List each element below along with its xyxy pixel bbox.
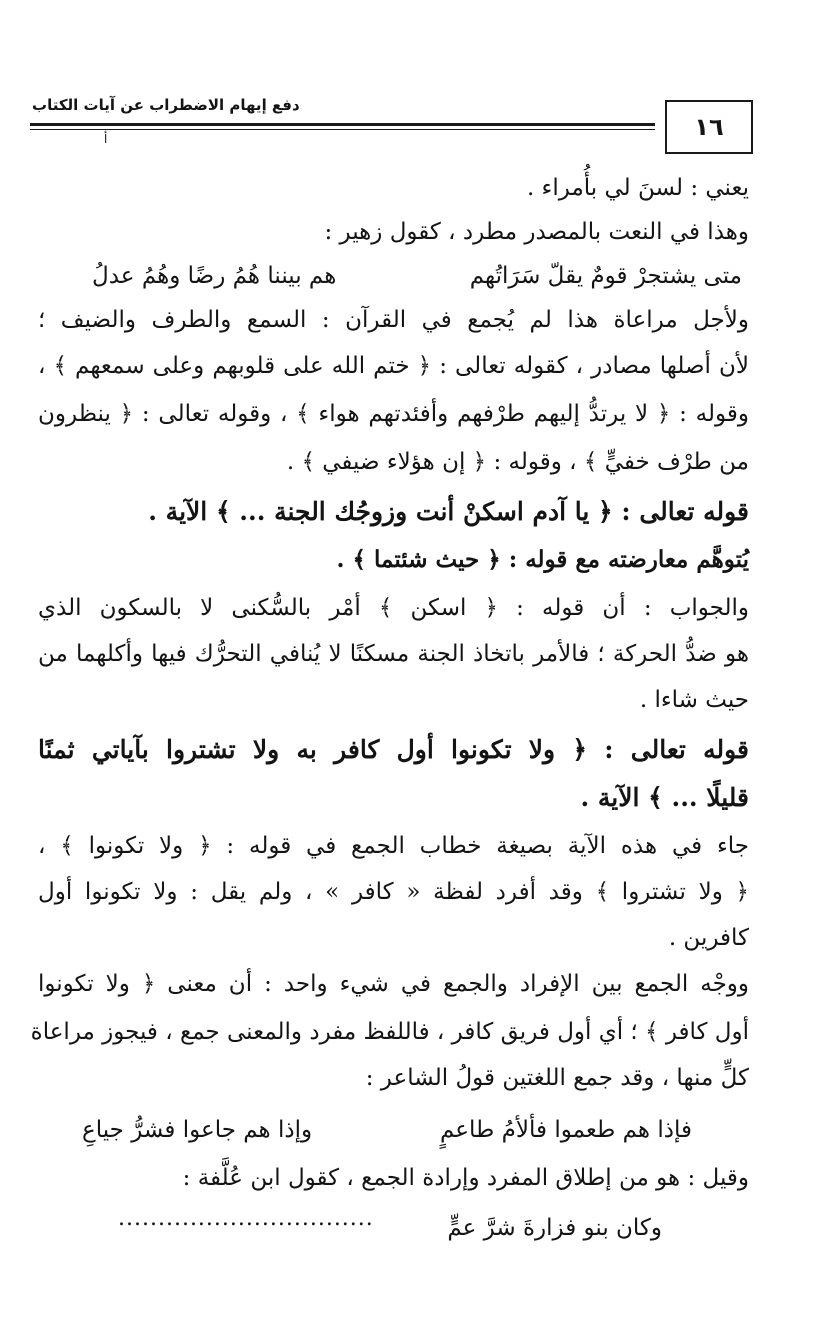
text-line: جاء في هذه الآية بصيغة خطاب الجمع في قوله : ﴿ ولا تكونوا ﴾ ، (38, 833, 749, 859)
heading-line: قوله تعالى : ﴿ يا آدم اسكنْ أنت وزوجُك الجنة ... ﴾ الآية . (148, 497, 749, 526)
poem-hemistich: متى يشتجرْ قومٌ يقلّ سَرَاتُهم (469, 263, 742, 289)
margin-mark: أ (104, 132, 108, 146)
heading-line: قليلًا ... ﴾ الآية . (580, 783, 749, 812)
page-number: ١٦ (694, 113, 724, 141)
text-line: حيث شاءا . (639, 687, 749, 713)
text-line: والجواب : أن قوله : ﴿ اسكن ﴾ أمْر بالسُّكنى لا بالسكون الذي (38, 595, 749, 621)
poem-hemistich: وكان بنو فزارةَ شرَّ عمٍّ (447, 1215, 662, 1241)
text-line: لأن أصلها مصادر ، كقوله تعالى : ﴿ ختم الله على قلوبهم وعلى سمعهم ﴾ ، (38, 353, 749, 379)
heading-line: قوله تعالى : ﴿ ولا تكونوا أول كافر به ولا تشتروا بآياتي ثمنًا (38, 735, 749, 764)
text-line: وقوله : ﴿ لا يرتدُّ إليهم طرْفهم وأفئدتهم هواء ﴾ ، وقوله تعالى : ﴿ ينظرون (38, 401, 749, 427)
header-rule-thin (30, 129, 655, 130)
text-line: ولأجل مراعاة هذا لم يُجمع في القرآن : السمع والطرف والضيف ؛ (38, 307, 749, 333)
text-line: من طرْف خفيٍّ ﴾ ، وقوله : ﴿ إن هؤلاء ضيفي ﴾ . (286, 449, 749, 475)
poem-hemistich: فإذا هم طعموا فألأمُ طاعمٍ (440, 1117, 692, 1143)
text-line: ووجْه الجمع بين الإفراد والجمع في شيء واحد : أن معنى ﴿ ولا تكونوا (38, 971, 749, 997)
text-line: وهذا في النعت بالمصدر مطرد ، كقول زهير : (324, 219, 749, 245)
text-line: يعني : لسنَ لي بأُمراء . (526, 175, 749, 201)
poem-hemistich: وإذا هم جاعوا فشرُّ جياعِ (82, 1117, 313, 1143)
page-number-box (665, 100, 753, 154)
poem-ellipsis: ................................ (118, 1206, 374, 1231)
poem-hemistich: هم بيننا هُمُ رضًا وهُمُ عدلُ (92, 263, 337, 289)
header-rule-thick (30, 123, 655, 126)
text-line: ﴿ ولا تشتروا ﴾ وقد أفرد لفظة « كافر » ، ولم يقل : ولا تكونوا أول (38, 879, 749, 905)
text-line: يُتوهَّم معارضته مع قوله : ﴿ حيث شئتما ﴾ . (336, 546, 749, 573)
text-line: كافرين . (668, 925, 749, 951)
text-line: كلٍّ منها ، وقد جمع اللغتين قولُ الشاعر : (365, 1065, 749, 1091)
text-line: وقيل : هو من إطلاق المفرد وإرادة الجمع ، كقول ابن عُلَّفة : (182, 1165, 749, 1191)
running-title: دفع إيهام الاضطراب عن آيات الكتاب (32, 96, 300, 114)
text-line: هو ضدُّ الحركة ؛ فالأمر باتخاذ الجنة مسكنًا لا يُنافي التحرُّك فيها وأكلهما من (38, 641, 749, 667)
text-line: أول كافر ﴾ ؛ أي أول فريق كافر ، فاللفظ مفرد والمعنى جمع ، فيجوز مراعاة (30, 1019, 749, 1045)
